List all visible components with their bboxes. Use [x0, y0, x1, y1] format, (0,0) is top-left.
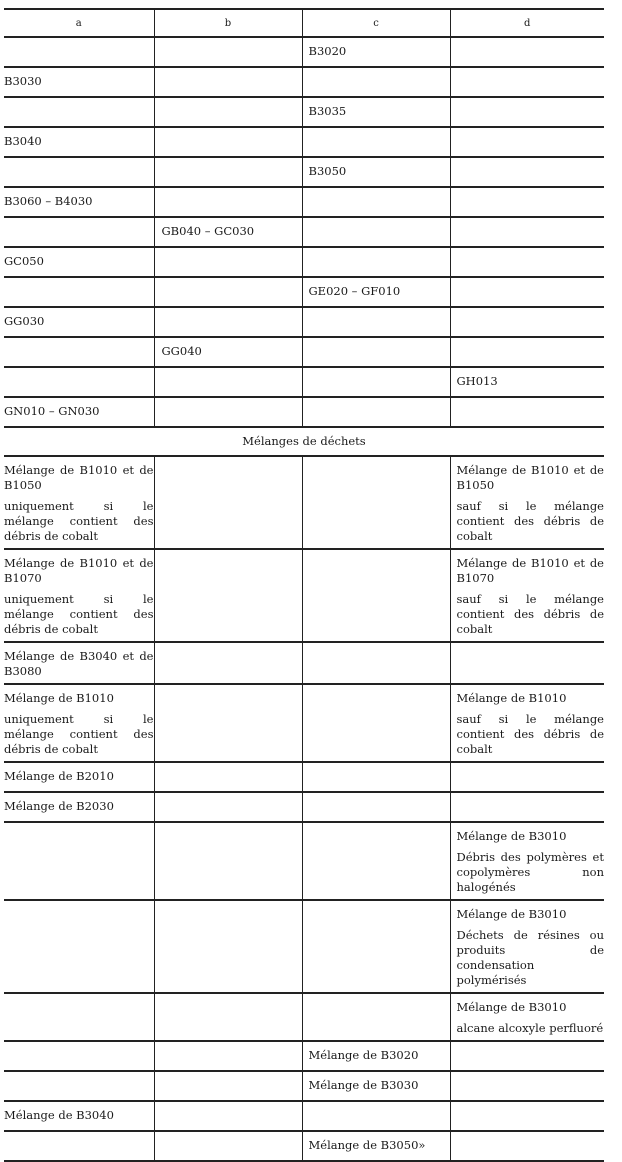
mixture-note: alcane alcoxyle perfluoré	[456, 1021, 604, 1035]
column-header-a: a	[4, 9, 154, 37]
mixture-entry: Mélange de B3010	[456, 1000, 567, 1014]
table-row	[4, 684, 604, 762]
cell-a	[4, 993, 154, 1041]
cell-b	[154, 1131, 302, 1161]
table-row	[4, 307, 604, 337]
cell-a	[4, 456, 154, 549]
cell-c: GE020 – GF010	[302, 277, 450, 307]
cell-d	[450, 37, 604, 67]
mixture-entry: Mélange de B3030	[308, 1078, 419, 1092]
mixture-rows	[4, 456, 604, 1161]
cell-c	[302, 337, 450, 367]
cell-a	[4, 1041, 154, 1071]
cell-a	[4, 157, 154, 187]
cell-c	[302, 1041, 450, 1071]
mixture-entry: Mélange de B1010 et de B1050	[4, 463, 154, 492]
cell-a	[4, 277, 154, 307]
cell-d	[450, 549, 604, 642]
cell-b	[154, 792, 302, 822]
mixture-note: Débris des polymères et copolymères non halogénés	[456, 850, 604, 894]
cell-b	[154, 67, 302, 97]
cell-b	[154, 549, 302, 642]
mixture-entry: Mélange de B2030	[4, 799, 114, 813]
cell-b	[154, 97, 302, 127]
mixture-note: sauf si le mélange contient des débris de cobalt	[456, 499, 604, 543]
section-row	[4, 427, 604, 456]
cell-a: GG030	[4, 307, 154, 337]
cell-b	[154, 900, 302, 993]
cell-b	[154, 642, 302, 684]
cell-c	[302, 1071, 450, 1101]
cell-d	[450, 127, 604, 157]
cell-d	[450, 1101, 604, 1131]
mixture-note: sauf si le mélange contient des débris de cobalt	[456, 592, 604, 636]
cell-d	[450, 277, 604, 307]
cell-a	[4, 792, 154, 822]
cell-d	[450, 217, 604, 247]
cell-d	[450, 67, 604, 97]
mixture-entry: Mélange de B1010	[4, 691, 114, 705]
cell-c	[302, 792, 450, 822]
table-row	[4, 1131, 604, 1161]
column-header-d: d	[450, 9, 604, 37]
cell-b	[154, 247, 302, 277]
mixture-note: uniquement si le mélange contient des débris de cobalt	[4, 499, 154, 543]
cell-c	[302, 247, 450, 277]
mixture-note: uniquement si le mélange contient des débris de cobalt	[4, 592, 154, 636]
table-row	[4, 217, 604, 247]
table-row	[4, 37, 604, 67]
cell-a	[4, 367, 154, 397]
cell-a	[4, 900, 154, 993]
cell-a: GN010 – GN030	[4, 397, 154, 427]
column-header-c: c	[302, 9, 450, 37]
mixture-entry: Mélange de B3040	[4, 1108, 114, 1122]
cell-c	[302, 822, 450, 900]
cell-b	[154, 127, 302, 157]
cell-d	[450, 397, 604, 427]
section-title: Mélanges de déchets	[4, 427, 604, 456]
cell-b	[154, 456, 302, 549]
mixture-entry: Mélange de B1010	[456, 691, 567, 705]
table-row	[4, 127, 604, 157]
cell-b	[154, 1101, 302, 1131]
table-row	[4, 456, 604, 549]
cell-d	[450, 762, 604, 792]
cell-b	[154, 397, 302, 427]
mixture-note: sauf si le mélange contient des débris de cobalt	[456, 712, 604, 756]
mixture-entry: Mélange de B2010	[4, 769, 114, 783]
cell-a: B3030	[4, 67, 154, 97]
cell-b	[154, 822, 302, 900]
column-header-b: b	[154, 9, 302, 37]
cell-d	[450, 792, 604, 822]
cell-a	[4, 1101, 154, 1131]
mixture-entry: Mélange de B3010	[456, 829, 567, 843]
waste-classification-table	[4, 8, 604, 1162]
cell-a	[4, 642, 154, 684]
cell-d	[450, 684, 604, 762]
table-row	[4, 1101, 604, 1131]
cell-c	[302, 642, 450, 684]
table-row	[4, 367, 604, 397]
cell-c	[302, 684, 450, 762]
cell-b	[154, 37, 302, 67]
cell-d	[450, 187, 604, 217]
cell-c: B3020	[302, 37, 450, 67]
table-row	[4, 157, 604, 187]
table-row	[4, 642, 604, 684]
cell-a	[4, 684, 154, 762]
cell-c	[302, 900, 450, 993]
cell-d	[450, 822, 604, 900]
cell-c	[302, 67, 450, 97]
table-row	[4, 397, 604, 427]
cell-b	[154, 277, 302, 307]
cell-d	[450, 307, 604, 337]
mixture-entry: Mélange de B1010 et de B1050	[456, 463, 604, 492]
cell-c	[302, 367, 450, 397]
cell-b	[154, 367, 302, 397]
cell-b	[154, 1071, 302, 1101]
cell-c	[302, 456, 450, 549]
cell-a	[4, 822, 154, 900]
cell-b	[154, 307, 302, 337]
cell-c	[302, 307, 450, 337]
table-row	[4, 792, 604, 822]
mixture-entry: Mélange de B3050»	[308, 1138, 426, 1152]
cell-a	[4, 762, 154, 792]
cell-b	[154, 187, 302, 217]
cell-b	[154, 1041, 302, 1071]
cell-b	[154, 993, 302, 1041]
cell-c: B3035	[302, 97, 450, 127]
table-row	[4, 993, 604, 1041]
cell-c	[302, 549, 450, 642]
mixture-note: uniquement si le mélange contient des débris de cobalt	[4, 712, 154, 756]
header-row	[4, 9, 604, 37]
cell-d	[450, 1071, 604, 1101]
mixture-note: Déchets de résines ou produits de condensation polymérisés	[456, 928, 604, 987]
cell-b	[154, 762, 302, 792]
table-row	[4, 549, 604, 642]
cell-b	[154, 684, 302, 762]
table-row	[4, 1041, 604, 1071]
cell-c	[302, 217, 450, 247]
cell-b: GG040	[154, 337, 302, 367]
cell-a	[4, 1131, 154, 1161]
table-row	[4, 762, 604, 792]
cell-a	[4, 1071, 154, 1101]
mixture-entry: Mélange de B1010 et de B1070	[456, 556, 604, 585]
cell-a: GC050	[4, 247, 154, 277]
cell-b	[154, 157, 302, 187]
cell-a	[4, 217, 154, 247]
cell-d	[450, 157, 604, 187]
cell-d	[450, 993, 604, 1041]
table-row	[4, 337, 604, 367]
cell-a	[4, 549, 154, 642]
code-rows	[4, 37, 604, 427]
mixture-entry: Mélange de B3020	[308, 1048, 419, 1062]
cell-c: B3050	[302, 157, 450, 187]
cell-d	[450, 1041, 604, 1071]
mixture-entry: Mélange de B1010 et de B1070	[4, 556, 154, 585]
cell-a	[4, 337, 154, 367]
table-row	[4, 900, 604, 993]
table-row	[4, 1071, 604, 1101]
cell-c	[302, 762, 450, 792]
cell-d	[450, 1131, 604, 1161]
table-row	[4, 822, 604, 900]
cell-c	[302, 397, 450, 427]
cell-c	[302, 993, 450, 1041]
cell-b: GB040 – GC030	[154, 217, 302, 247]
cell-d	[450, 456, 604, 549]
cell-d: GH013	[450, 367, 604, 397]
cell-a	[4, 37, 154, 67]
cell-c	[302, 187, 450, 217]
cell-d	[450, 97, 604, 127]
cell-a	[4, 97, 154, 127]
table-row	[4, 277, 604, 307]
cell-c	[302, 1131, 450, 1161]
cell-a: B3060 – B4030	[4, 187, 154, 217]
mixture-entry: Mélange de B3010	[456, 907, 567, 921]
cell-d	[450, 247, 604, 277]
table-row	[4, 187, 604, 217]
cell-c	[302, 127, 450, 157]
table-row	[4, 67, 604, 97]
cell-a: B3040	[4, 127, 154, 157]
table-row	[4, 247, 604, 277]
mixture-entry: Mélange de B3040 et de B3080	[4, 649, 154, 678]
cell-d	[450, 337, 604, 367]
cell-c	[302, 1101, 450, 1131]
cell-d	[450, 900, 604, 993]
cell-d	[450, 642, 604, 684]
table-row	[4, 97, 604, 127]
